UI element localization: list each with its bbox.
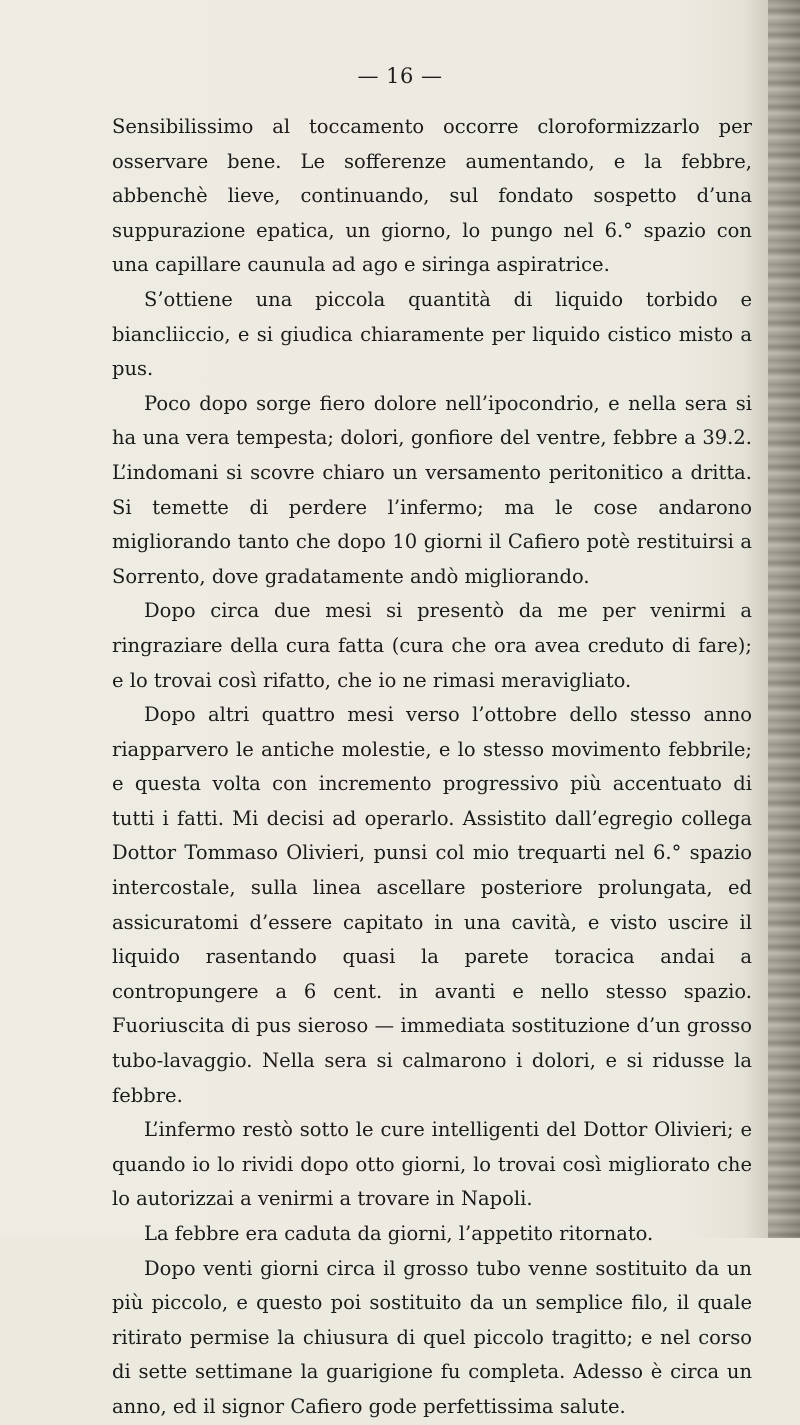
page-number: — 16 —: [357, 64, 443, 88]
page-binding-edge: [768, 0, 800, 1238]
paragraph-3: Poco dopo sorge fiero dolore nell’ipocondrio, e nella sera si ha una vera tempesta; dolori, gonfiore del ventre, febbre a 39.2. L’indomani si scovre chiaro un versamento peritonitico a dritta. Si temette di perdere l’infermo; ma le cose andarono migliorando tanto che dopo 10 giorni il Cafiero potè restituirsi a Sorrento, dove gradatamente andò migliorando.: [112, 391, 752, 588]
paragraph-2: S’ottiene una piccola quantità di liquido torbido e biancliiccio, e si giudica chiaramente per liquido cistico misto a pus.: [112, 287, 752, 381]
body-text: [112, 110, 752, 1425]
paragraph-5: Dopo altri quattro mesi verso l’ottobre dello stesso anno riapparvero le antiche molestie, e lo stesso movimento febbrile; e questa volta con incremento progressivo più accentuato di tutti i fatti. Mi decisi ad operarlo. Assistito dall’egregio collega Dottor Tommaso Olivieri, punsi col mio trequarti nel 6.° spazio intercostale, sulla linea ascellare posteriore prolungata, ed assicuratomi d’essere capitato in una cavità, e visto uscire il liquido rasentando quasi la parete toracica andai a contropungere a 6 cent. in avanti e nello stesso spazio. Fuoriuscita di pus sieroso — immediata sostituzione d’un grosso tubo-lavaggio. Nella sera si calmarono i dolori, e si ridusse la febbre.: [112, 703, 752, 1107]
paragraph-6: L’infermo restò sotto le cure intelligenti del Dottor Olivieri; e quando io lo rividi dopo otto giorni, lo trovai così migliorato che lo autorizzai a venirmi a trovare in Napoli.: [112, 1118, 752, 1211]
paragraph-8: Dopo venti giorni circa il grosso tubo venne sostituito da un più piccolo, e questo poi sostituito da un semplice filo, il quale ritirato permise la chiusura di quel piccolo tragitto; e nel corso di sette settimane la guarigione fu completa. Adesso è circa un anno, ed il signor Cafiero gode perfettissima salute.: [112, 1256, 752, 1418]
paragraph-7: La febbre era caduta da giorni, l’appetito ritornato.: [144, 1222, 654, 1245]
paragraph-1: Sensibilissimo al toccamento occorre cloroformizzarlo per osservare bene. Le sofferenze aumentando, e la febbre, abbenchè lieve, continuando, sul fondato sospetto d’una suppurazione epatica, un giorno, lo pungo nel 6.° spazio con una capillare caunula ad ago e siringa aspiratrice.: [112, 115, 752, 277]
paragraph-4: Dopo circa due mesi si presentò da me per venirmi a ringraziare della cura fatta (cura che ora avea creduto di fare); e lo trovai così rifatto, che io ne rimasi meravigliato.: [112, 599, 752, 692]
